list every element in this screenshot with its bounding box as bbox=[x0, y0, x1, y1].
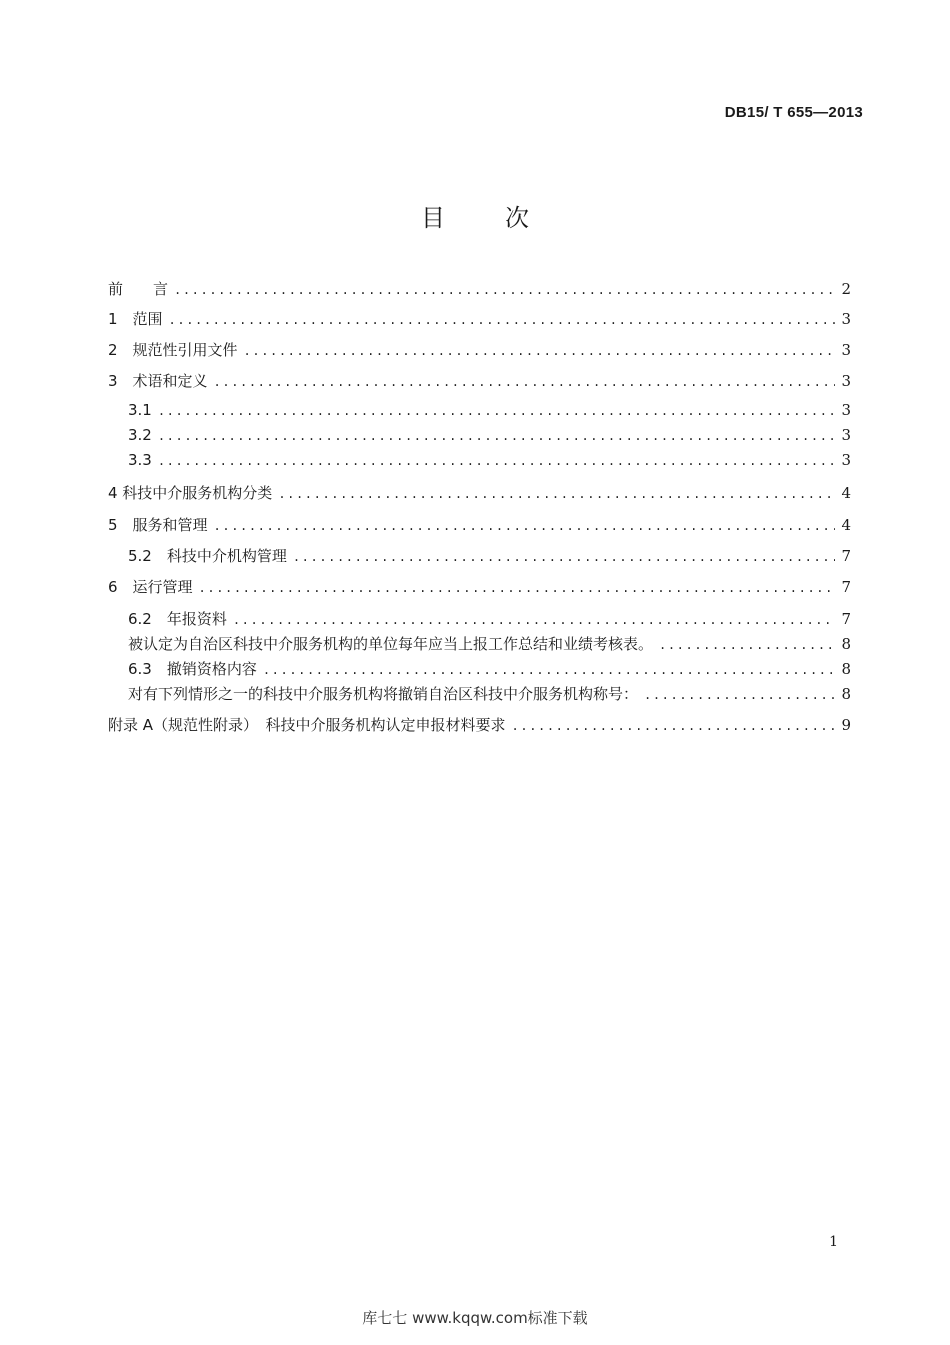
toc-entry-page: 4 bbox=[841, 516, 851, 534]
toc-entry-label: 5.2 科技中介机构管理 bbox=[128, 547, 287, 565]
toc-entry-label: 6 运行管理 bbox=[108, 578, 193, 596]
toc-entry-3-1[interactable] bbox=[128, 401, 851, 423]
toc-entry-label: 被认定为自治区科技中介服务机构的单位每年应当上报工作总结和业绩考核表。 bbox=[128, 635, 654, 653]
toc-entry-label: 1 范围 bbox=[108, 310, 163, 328]
toc-entry-label: 3.2 bbox=[128, 426, 152, 444]
toc-entry-operation-management[interactable] bbox=[108, 576, 851, 598]
toc-entry-terms[interactable] bbox=[108, 370, 851, 392]
toc-entry-3-2[interactable] bbox=[128, 426, 851, 448]
toc-entry-label: 3.3 bbox=[128, 451, 152, 469]
toc-entry-foreword[interactable] bbox=[108, 278, 851, 300]
toc-entry-label: 3 术语和定义 bbox=[108, 372, 208, 390]
toc-entry-page: 7 bbox=[841, 610, 851, 628]
dot-leader bbox=[293, 550, 835, 564]
toc-entry-page: 4 bbox=[841, 484, 851, 502]
toc-entry-service-management[interactable] bbox=[108, 514, 851, 536]
dot-leader bbox=[214, 519, 835, 533]
toc-entry-scope[interactable] bbox=[108, 308, 851, 330]
toc-entry-label: 5 服务和管理 bbox=[108, 516, 208, 534]
toc-entry-annual-report-note[interactable] bbox=[128, 633, 851, 655]
toc-entry-page: 7 bbox=[841, 578, 851, 596]
toc-entry-revocation-note[interactable] bbox=[128, 683, 851, 705]
document-code: DB15/ T 655—2013 bbox=[724, 104, 863, 121]
dot-leader bbox=[659, 638, 835, 652]
toc-entry-page: 9 bbox=[841, 716, 851, 734]
toc-entry-page: 2 bbox=[841, 280, 851, 298]
toc-entry-normative-references[interactable] bbox=[108, 339, 851, 361]
toc-entry-6-2[interactable] bbox=[128, 608, 851, 630]
toc-entry-classification[interactable] bbox=[108, 482, 851, 504]
toc-entry-page: 8 bbox=[841, 685, 851, 703]
toc-entry-appendix-a[interactable] bbox=[108, 714, 851, 736]
toc-entry-label: 4 科技中介服务机构分类 bbox=[108, 484, 273, 502]
toc-entry-page: 3 bbox=[841, 426, 851, 444]
dot-leader bbox=[158, 429, 835, 443]
dot-leader bbox=[199, 581, 835, 595]
dot-leader bbox=[278, 487, 835, 501]
toc-entry-6-3[interactable] bbox=[128, 658, 851, 680]
toc-entry-5-2[interactable] bbox=[128, 545, 851, 567]
toc-entry-page: 3 bbox=[841, 401, 851, 419]
dot-leader bbox=[174, 283, 835, 297]
dot-leader bbox=[233, 613, 835, 627]
page-number: 1 bbox=[829, 1234, 838, 1250]
toc-entry-page: 8 bbox=[841, 660, 851, 678]
dot-leader bbox=[169, 313, 835, 327]
dot-leader bbox=[158, 404, 835, 418]
toc-entry-label: 3.1 bbox=[128, 401, 152, 419]
dot-leader bbox=[263, 663, 835, 677]
dot-leader bbox=[512, 719, 835, 733]
dot-leader bbox=[644, 688, 835, 702]
toc-entry-page: 3 bbox=[841, 451, 851, 469]
toc-entry-label: 前 言 bbox=[108, 280, 169, 298]
toc-entry-label: 2 规范性引用文件 bbox=[108, 341, 238, 359]
toc-entry-page: 3 bbox=[841, 341, 851, 359]
toc-entry-page: 8 bbox=[841, 635, 851, 653]
footer-watermark: 库七七 www.kqqw.com标准下载 bbox=[362, 1309, 588, 1327]
dot-leader bbox=[244, 344, 835, 358]
toc-entry-label: 6.3 撤销资格内容 bbox=[128, 660, 257, 678]
toc-entry-page: 3 bbox=[841, 310, 851, 328]
toc-entry-label: 附录 A（规范性附录） 科技中介服务机构认定申报材料要求 bbox=[108, 716, 506, 734]
dot-leader bbox=[214, 375, 835, 389]
toc-entry-3-3[interactable] bbox=[128, 451, 851, 473]
toc-entry-page: 7 bbox=[841, 547, 851, 565]
toc-entry-label: 对有下列情形之一的科技中介服务机构将撤销自治区科技中介服务机构称号： bbox=[128, 685, 639, 703]
dot-leader bbox=[158, 454, 835, 468]
page-title: 目次 bbox=[421, 204, 589, 232]
toc-entry-label: 6.2 年报资料 bbox=[128, 610, 227, 628]
toc-entry-page: 3 bbox=[841, 372, 851, 390]
